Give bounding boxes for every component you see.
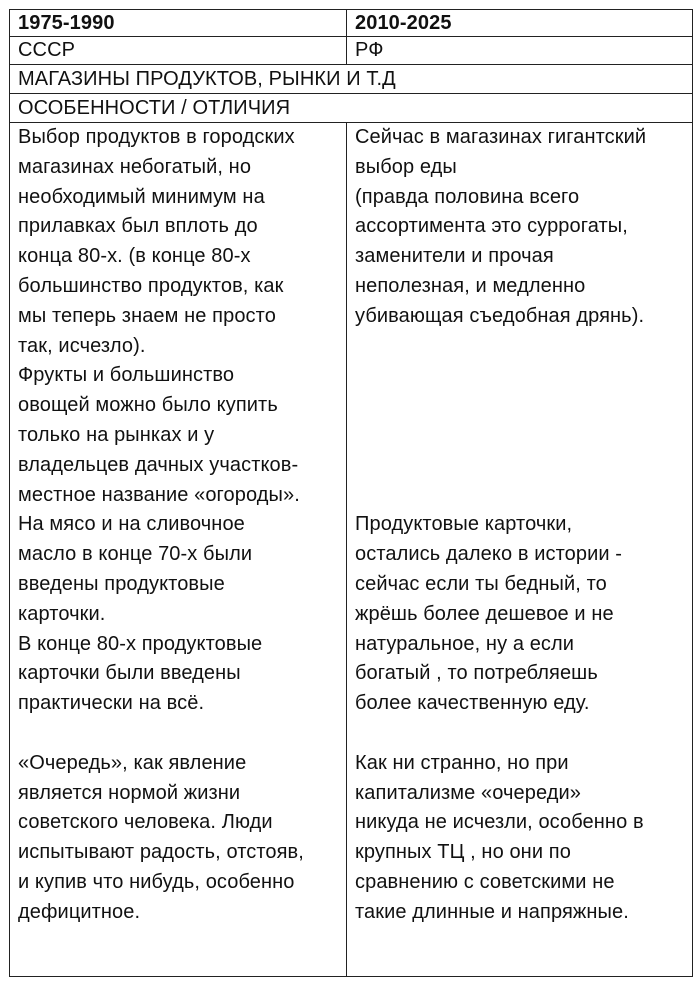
country-right-cell: РФ bbox=[347, 37, 693, 65]
period-right-cell: 2010-2025 bbox=[347, 10, 693, 37]
ussr-paragraph-choice: Выбор продуктов в городских магазинах небогатый, но необходимый минимум на прилавках был вплоть до конца 80-х. (в конце 80-х большинство продуктов, как мы теперь знаем не просто так, исчезло). bbox=[18, 126, 295, 357]
ussr-paragraph-markets: Фрукты и большинство овощей можно было купить только на рынках и у владельцев дачных участков- местное название «огороды». bbox=[18, 364, 300, 506]
paragraph-spacer bbox=[355, 332, 684, 511]
rf-paragraph-surrogates: (правда половина всего ассортимента это суррогаты, заменители и прочая неполезная, и медленно убивающая съедобная дрянь). bbox=[355, 185, 645, 327]
period-header-row bbox=[10, 10, 693, 37]
rf-paragraph-queue: Как ни странно, но при капитализме «очереди» никуда не исчезли, особенно в крупных ТЦ , но они по сравнению с советскими не такие длинные и напряжные. bbox=[355, 751, 644, 923]
topic-row bbox=[10, 65, 693, 94]
country-left-cell: СССР bbox=[10, 37, 347, 65]
comparison-table bbox=[9, 9, 693, 977]
country-row bbox=[10, 37, 693, 65]
topic-cell: МАГАЗИНЫ ПРОДУКТОВ, РЫНКИ И Т.Д bbox=[10, 65, 693, 94]
rf-description-cell bbox=[347, 123, 693, 977]
paragraph-spacer bbox=[18, 719, 338, 749]
ussr-paragraph-ration-80s: В конце 80-х продуктовые карточки были введены практически на всё. bbox=[18, 632, 263, 715]
rf-paragraph-ration: Продуктовые карточки, остались далеко в истории - сейчас если ты бедный, то жрёшь более дешевое и не натуральное, ну а если богатый , то потребляешь более качественную еду. bbox=[355, 513, 623, 715]
section-row bbox=[10, 94, 693, 123]
content-row bbox=[10, 123, 693, 977]
ussr-paragraph-queue: «Очередь», как явление является нормой жизни советского человека. Люди испытывают радость, отстояв, и купив что нибудь, особенно дефицитное. bbox=[18, 751, 304, 923]
section-cell: ОСОБЕННОСТИ / ОТЛИЧИЯ bbox=[10, 94, 693, 123]
rf-paragraph-choice: Сейчас в магазинах гигантский выбор еды bbox=[355, 126, 647, 178]
period-left-cell: 1975-1990 bbox=[10, 10, 347, 37]
ussr-paragraph-ration-70s: На мясо и на сливочное масло в конце 70-х были введены продуктовые карточки. bbox=[18, 513, 253, 625]
paragraph-spacer bbox=[355, 719, 684, 749]
ussr-description-cell bbox=[10, 123, 347, 977]
